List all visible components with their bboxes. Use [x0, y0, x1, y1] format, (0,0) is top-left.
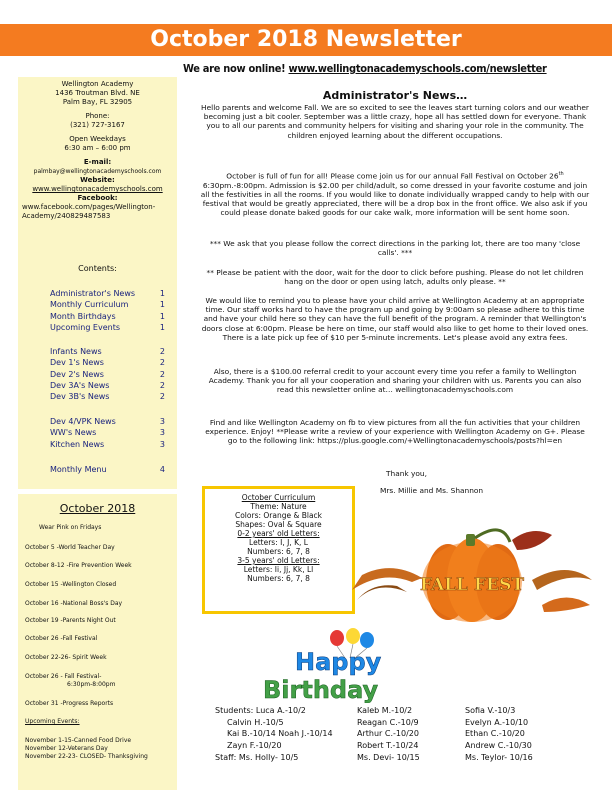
admin-thanks: Thank you,	[386, 469, 427, 478]
calendar-item: November 22-23- CLOSED- Thanksgiving	[25, 753, 148, 760]
toc-item[interactable]: Dev 4/VPK News 3	[50, 417, 165, 426]
toc-item[interactable]: Monthly Menu 4	[50, 465, 165, 474]
newsletter-link[interactable]: www.wellingtonacademyschools.com/newsletter	[288, 62, 547, 75]
fall-fest-pumpkin-illustration	[352, 520, 594, 630]
curriculum-colors: Colors: Orange & Black	[234, 511, 323, 520]
admin-news-title: Administrator's News…	[322, 89, 468, 102]
toc-item[interactable]: Dev 3A's News 2	[50, 380, 165, 390]
hours: 6:30 am – 6:00 pm	[64, 144, 131, 152]
curriculum-theme: Theme: Nature	[250, 502, 307, 511]
street-address: 1436 Troutman Blvd. NE	[55, 89, 140, 97]
birthday-entry: Kai B.-10/14 Noah J.-10/14	[227, 729, 333, 739]
email-address[interactable]: palmbay@wellingtonacademyschools.com	[33, 168, 162, 175]
website-label: Website:	[80, 176, 115, 184]
birthday-entry: Ms. Devi- 10/15	[357, 752, 420, 762]
calendar-item: November 12-Veterans Day	[25, 745, 108, 752]
curriculum-group2-letters: Letters: Ii, Jj, Kk, Ll	[243, 565, 314, 574]
toc-group	[50, 346, 165, 402]
toc-item[interactable]: Kitchen News 3	[50, 439, 165, 449]
calendar-item: October 26 - Fall Festival-	[25, 673, 102, 680]
toc-item[interactable]: Monthly Curriculum 1	[50, 300, 165, 310]
hours-label: Open Weekdays	[69, 135, 126, 143]
toc-group	[50, 288, 165, 333]
calendar-item: October 16 -National Boss's Day	[25, 600, 123, 607]
curriculum-title: October Curriculum	[241, 493, 316, 502]
birthday-entry: Zayn F.-10/20	[227, 741, 282, 751]
birthday-column	[215, 705, 333, 764]
calendar-item: November 1-15-Canned Food Drive	[25, 737, 132, 744]
curriculum-group1-title: 0-2 years' old Letters:	[237, 529, 320, 538]
toc-item[interactable]: Administrator's News 1	[50, 289, 165, 298]
curriculum-group1-numbers: Numbers: 6, 7, 8	[247, 547, 310, 556]
curriculum-box	[202, 486, 355, 614]
birthday-entry: Sofia V.-10/3	[465, 706, 516, 715]
facebook-link[interactable]: www.facebook.com/pages/Wellington-Academy/240829487583	[22, 203, 156, 220]
upcoming-events-heading: Upcoming Events:	[25, 718, 80, 725]
curriculum-group1-letters: Letters: I, J, K, L	[249, 538, 308, 547]
birthday-entry: Ethan C.-10/20	[465, 729, 525, 739]
admin-paragraph: Find and like Wellington Academy on fb to view pictures from all the fun activities that your children experience. Enjoy! **Please write a review of your experience with Wellington Academy on G+. Please go to the following link: https://plus.google.com/+Wellingtonacademyschools/posts?hl=en	[205, 418, 585, 446]
calendar-item: October 15 -Wellington Closed	[25, 581, 117, 588]
admin-paragraph: Also, there is a $100.00 referral credit to your account every time you refer a family to Wellington Academy. Thank you for all your cooperation and sharing your children with us. Parents you can also read this newsletter online at… wellingtonacademyschools.com	[208, 367, 582, 395]
toc-item[interactable]: Infants News 2	[50, 347, 165, 356]
happy-text: Happy	[295, 648, 382, 676]
calendar-item: Wear Pink on Fridays	[39, 524, 102, 531]
website-link[interactable]: www.wellingtonacademyschools.com	[32, 185, 163, 193]
admin-paragraph: Hello parents and welcome Fall. We are so excited to see the leaves start turning colors and our weather becoming just a bit cooler. September was a little crazy, hope all has settled down for everyone. Thank you to all our parents and community helpers for visiting and sharing your role in the community. The children enjoyed learning about the different occupations.	[201, 103, 589, 140]
calendar-item: October 22-26- Spirit Week	[25, 654, 107, 661]
school-name: Wellington Academy	[61, 80, 134, 88]
phone-label: Phone:	[85, 112, 110, 120]
curriculum-group2-title: 3-5 years' old Letters:	[237, 556, 320, 565]
birthday-entry: Arthur C.-10/20	[357, 729, 419, 739]
toc-item[interactable]: WW's News 3	[50, 428, 165, 438]
birthday-text: Birthday	[263, 676, 379, 703]
newsletter-title: October 2018 Newsletter	[150, 27, 462, 52]
curriculum-group2-numbers: Numbers: 6, 7, 8	[247, 574, 310, 583]
admin-paragraph: October is full of fun for all! Please come join us for our annual Fall Festival on October 26th 6:30pm.-8:00pm. Admission is $2.00 per child/adult, so come dressed in your favorite costume and join all the festivities in all the rooms. If you would like to donate individually wrapped candy to help with our festival that would be greatly appreciated, there will be a drop box in the front office. We also ask if you could please donate baked goods for our cake walk, more information will be sent home soon.	[200, 171, 590, 218]
admin-paragraph: *** We ask that you please follow the correct directions in the parking lot, there are too many 'close calls'. ***	[209, 239, 581, 258]
city-address: Palm Bay, FL 32905	[62, 98, 133, 106]
curriculum-shapes: Shapes: Oval & Square	[235, 520, 322, 529]
facebook-label: Facebook:	[77, 194, 118, 202]
birthday-entry: Evelyn A.-10/10	[465, 717, 529, 727]
calendar-item: October 5 -World Teacher Day	[25, 544, 115, 551]
phone-number: (321) 727-3167	[70, 121, 125, 129]
calendar-item: October 26 -Fall Festival	[25, 635, 98, 642]
title-banner	[0, 24, 612, 56]
birthday-column	[465, 705, 533, 764]
birthday-entry: Staff: Ms. Holly- 10/5	[215, 752, 299, 762]
fall-fest-text: FALL FEST	[419, 575, 525, 595]
contact-block	[18, 80, 177, 221]
toc-item[interactable]: Dev 2's News 2	[50, 369, 165, 379]
birthday-entry: Robert T.-10/24	[357, 741, 419, 751]
calendar-item: October 31 -Progress Reports	[25, 700, 114, 707]
admin-paragraph: ** Please be patient with the door, wait for the door to click before pushing. Please do not let children hang on the door or open using latch, adults only please. **	[206, 268, 584, 287]
calendar-title: October 2018	[59, 502, 136, 515]
toc-item[interactable]: Dev 1's News 2	[50, 358, 165, 368]
birthday-entry: Calvin H.-10/5	[227, 717, 284, 727]
happy-birthday-graphic	[255, 628, 445, 703]
toc-group	[50, 416, 165, 450]
calendar-item: October 19 -Parents Night Out	[25, 617, 116, 624]
toc-item[interactable]: Month Birthdays 1	[50, 311, 165, 321]
birthday-entry: Reagan C.-10/9	[357, 717, 419, 727]
calendar-item: October 8-12 -Fire Prevention Week	[25, 562, 132, 569]
admin-paragraph: We would like to remind you to please have your child arrive at Wellington Academy at an appropriate time. Our staff works hard to have the program up and going by 9:00am so please adhere to this time and have your child here so they can have the full benefit of the program. A reminder that Wellington's doors close at 6:00pm. Please be here on time, our staff would also like to get home to their loved ones. There is a late pick up fee of $10 per 5-minute increments. Let's please avoid any extra fees.	[201, 296, 589, 342]
birthday-entry: Andrew C.-10/30	[465, 741, 532, 751]
toc-item[interactable]: Dev 3B's News 2	[50, 392, 165, 402]
email-label: E-mail:	[83, 158, 112, 166]
online-notice	[183, 62, 612, 76]
birthday-column	[357, 705, 420, 764]
toc-group	[50, 464, 165, 475]
birthday-entry: Kaleb M.-10/2	[357, 706, 413, 715]
toc-item[interactable]: Upcoming Events 1	[50, 322, 165, 332]
admin-signature: Mrs. Millie and Ms. Shannon	[380, 486, 484, 495]
contents-title: Contents:	[78, 264, 117, 273]
calendar-item: 6:30pm-8:00pm	[67, 681, 116, 688]
birthday-entry: Students: Luca A.-10/2	[215, 706, 306, 715]
online-prefix: We are now online!	[183, 62, 289, 75]
birthday-entry: Ms. Teylor- 10/16	[465, 752, 533, 762]
